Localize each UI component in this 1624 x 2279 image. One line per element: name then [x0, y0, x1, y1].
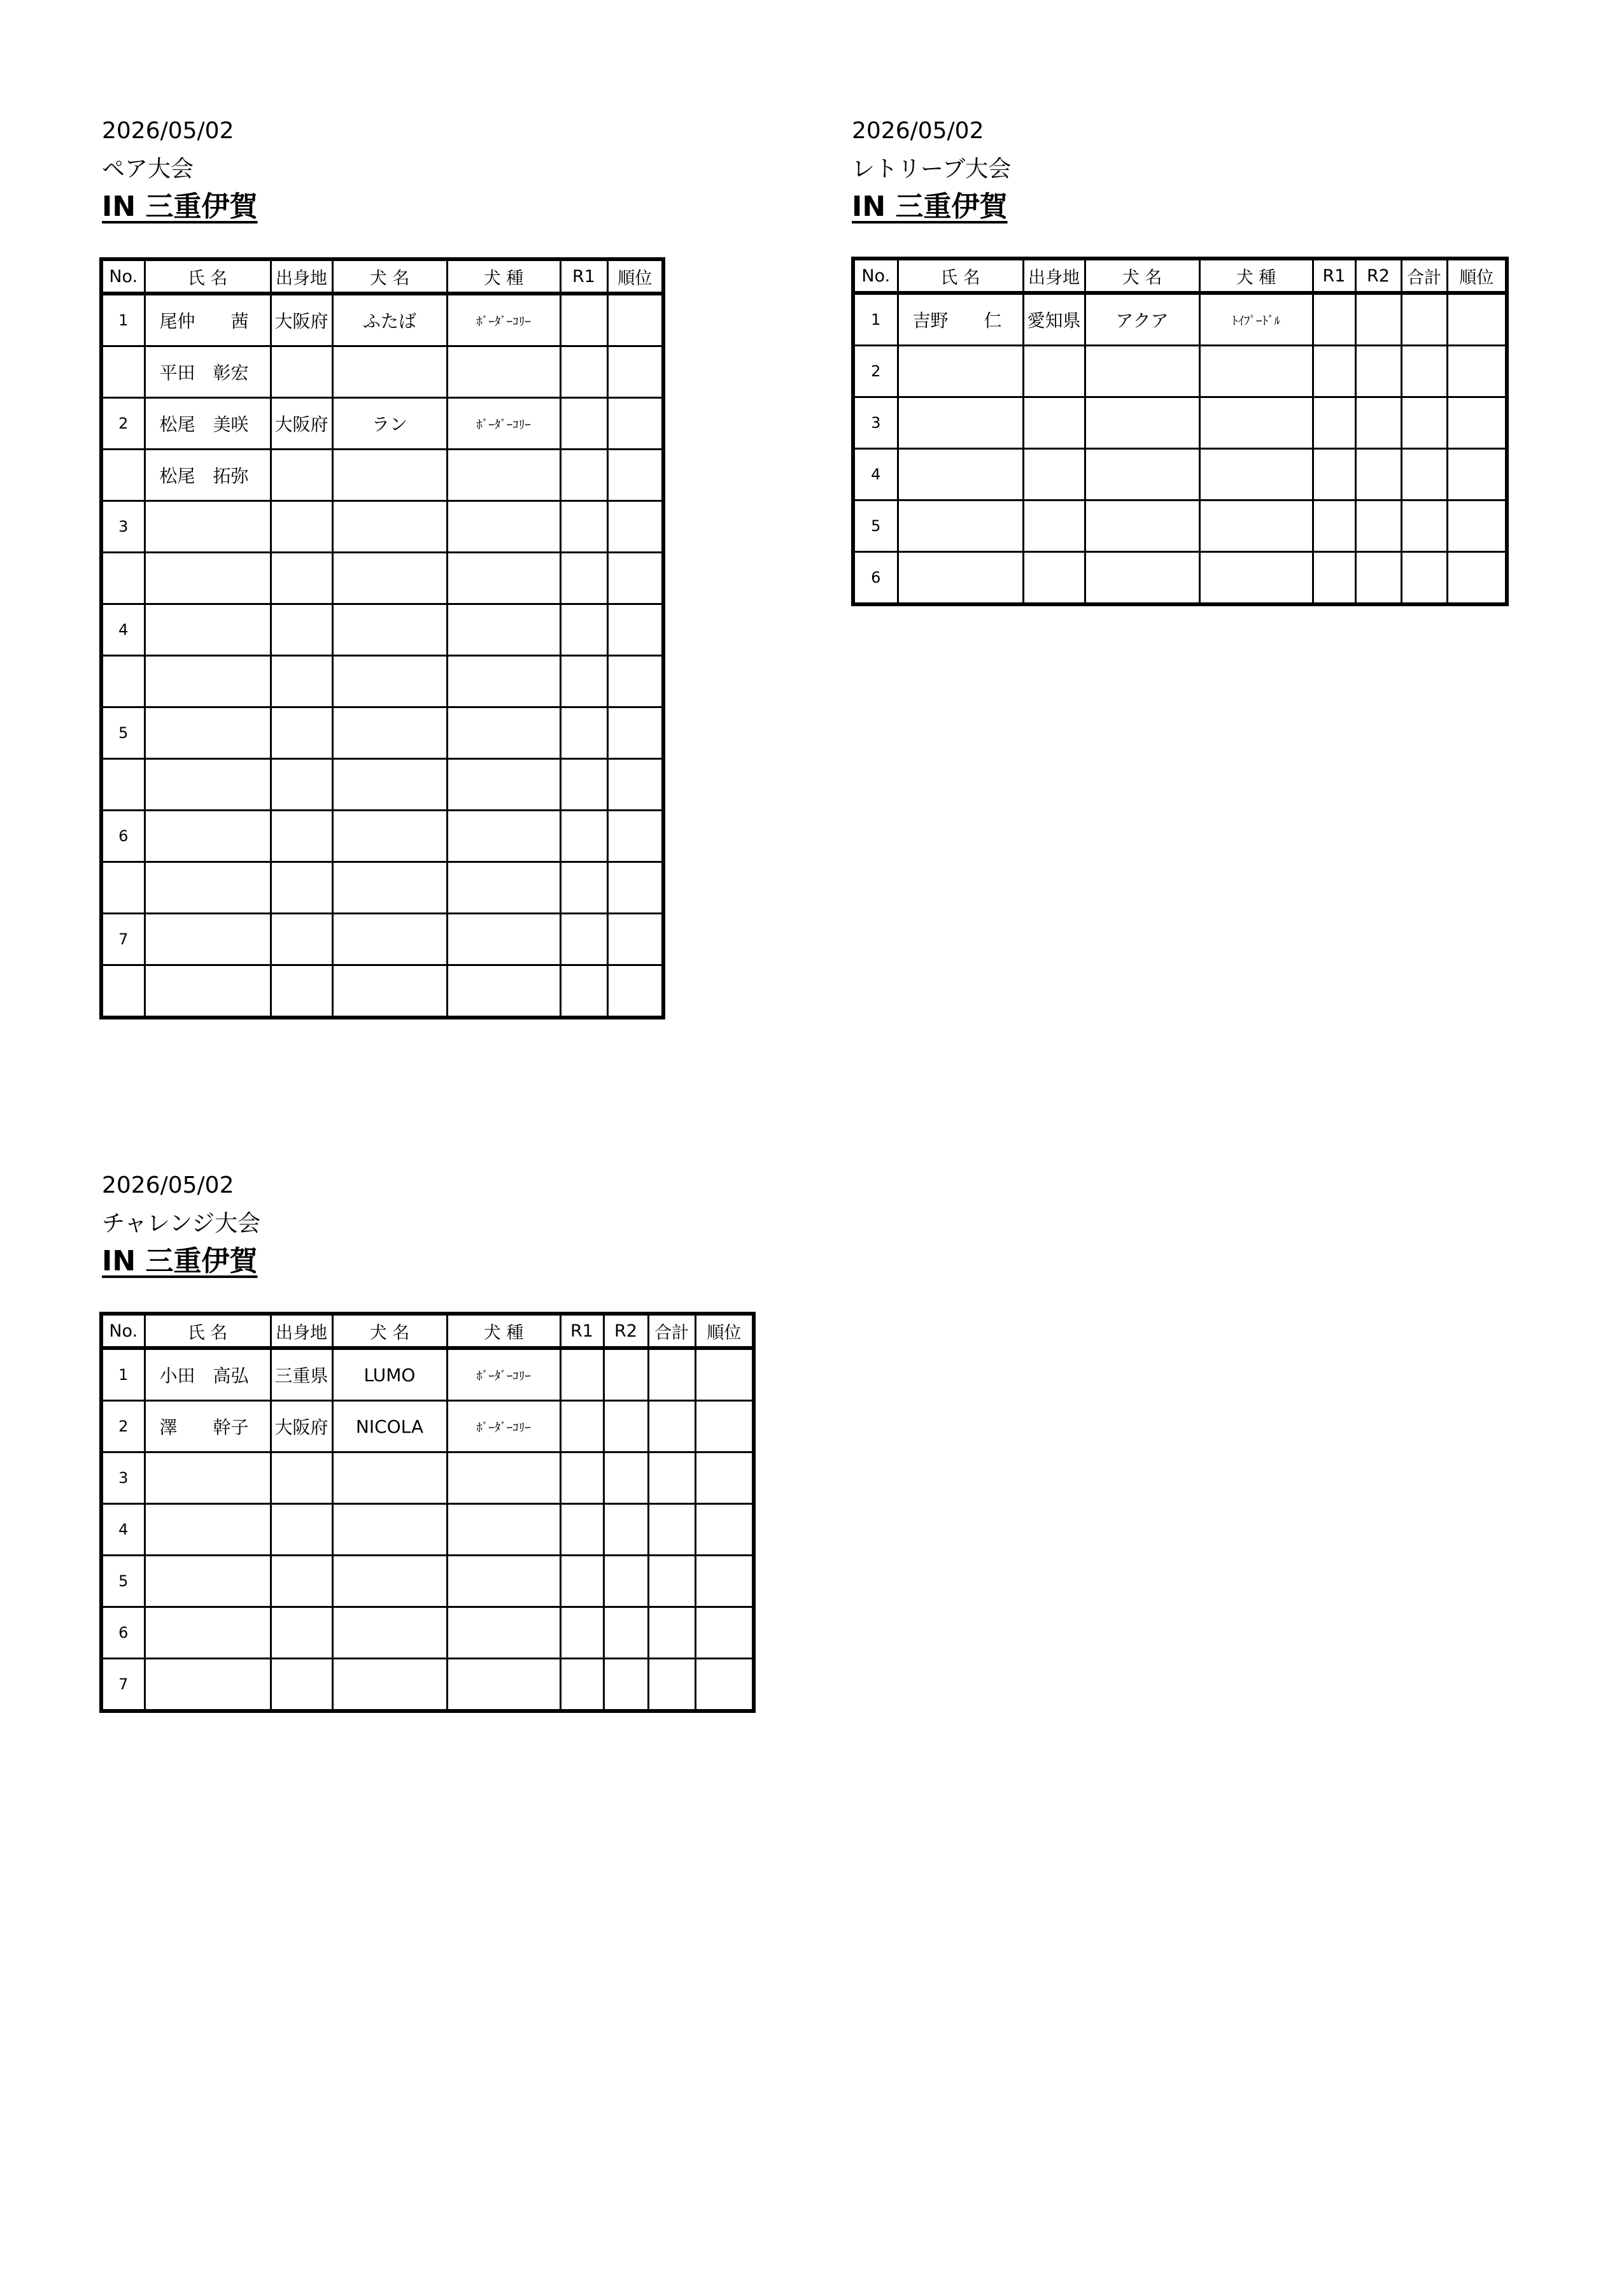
score-cell [695, 1348, 754, 1401]
entry-number-cell [101, 759, 145, 811]
score-cell [607, 553, 663, 604]
score-cell [1355, 552, 1401, 605]
entry-number-cell: 3 [101, 501, 145, 553]
challenge-venue: IN 三重伊賀 [102, 1245, 258, 1277]
score-cell [1313, 449, 1355, 501]
score-cell [1447, 293, 1507, 346]
table-row [853, 346, 1507, 397]
score-cell [1313, 346, 1355, 397]
column-header: 犬 種 [447, 1314, 560, 1348]
column-header: No. [853, 259, 898, 293]
score-cell [560, 1452, 604, 1504]
score-cell [604, 1504, 648, 1556]
table-row [853, 293, 1507, 346]
entrant-origin-cell [1023, 449, 1085, 501]
dog-breed-cell [447, 604, 560, 656]
dog-name-cell [332, 1504, 447, 1556]
entrant-name-cell [145, 914, 271, 965]
score-cell [560, 450, 607, 501]
score-cell [648, 1504, 695, 1556]
column-header: R1 [560, 1314, 604, 1348]
dog-breed-cell [447, 965, 560, 1018]
entry-number-cell: 4 [101, 604, 145, 656]
score-cell [560, 965, 607, 1018]
entrant-name-cell: 平田 彰宏 [145, 346, 271, 398]
score-cell [607, 346, 663, 398]
retrieve-entry-table [851, 257, 1509, 606]
table-row [101, 914, 663, 965]
score-cell [695, 1401, 754, 1452]
dog-breed-cell [447, 1504, 560, 1556]
entrant-origin-cell: 大阪府 [271, 1401, 332, 1452]
score-cell [695, 1504, 754, 1556]
entrant-name-cell [145, 965, 271, 1018]
table-row [101, 656, 663, 707]
entry-number-cell: 1 [853, 293, 898, 346]
retrieve-title: レトリーブ大会 [852, 156, 1012, 182]
dog-name-cell [332, 965, 447, 1018]
score-cell [695, 1556, 754, 1607]
score-cell [560, 1401, 604, 1452]
table-row [101, 862, 663, 914]
score-cell [1313, 501, 1355, 552]
column-header: 出身地 [271, 259, 332, 294]
dog-name-cell [332, 759, 447, 811]
dog-name-cell [1085, 397, 1199, 449]
table-row [101, 346, 663, 398]
score-cell [604, 1401, 648, 1452]
score-cell [560, 553, 607, 604]
entrant-name-cell [145, 1452, 271, 1504]
entrant-name-cell: 吉野 仁 [898, 293, 1023, 346]
column-header: 出身地 [1023, 259, 1085, 293]
dog-breed-cell [447, 656, 560, 707]
table-row [101, 294, 663, 346]
dog-name-cell [332, 862, 447, 914]
entrant-origin-cell [271, 1556, 332, 1607]
entrant-name-cell [145, 1556, 271, 1607]
entrant-name-cell [145, 707, 271, 759]
entry-number-cell: 3 [853, 397, 898, 449]
table-row [101, 759, 663, 811]
dog-breed-cell [447, 553, 560, 604]
entrant-name-cell [145, 604, 271, 656]
entry-number-cell: 6 [853, 552, 898, 605]
table-row [101, 811, 663, 862]
column-header: 犬 種 [1199, 259, 1313, 293]
score-cell [1313, 293, 1355, 346]
entry-number-cell: 7 [101, 1659, 145, 1712]
column-header: 出身地 [271, 1314, 332, 1348]
entry-number-cell: 2 [101, 1401, 145, 1452]
column-header: 順位 [1447, 259, 1507, 293]
dog-breed-cell: ﾎﾞｰﾀﾞｰｺﾘｰ [447, 398, 560, 450]
dog-breed-cell [447, 1556, 560, 1607]
score-cell [560, 707, 607, 759]
entrant-origin-cell [271, 501, 332, 553]
score-cell [1355, 449, 1401, 501]
dog-name-cell [332, 811, 447, 862]
column-header: No. [101, 1314, 145, 1348]
column-header: 犬 名 [332, 1314, 447, 1348]
column-header: 氏 名 [145, 259, 271, 294]
score-cell [607, 450, 663, 501]
column-header: R1 [560, 259, 607, 294]
entry-number-cell: 5 [101, 707, 145, 759]
column-header: 合計 [1401, 259, 1447, 293]
dog-name-cell [1085, 552, 1199, 605]
entrant-origin-cell [271, 914, 332, 965]
dog-name-cell: ラン [332, 398, 447, 450]
column-header: 氏 名 [145, 1314, 271, 1348]
table-row [101, 1348, 754, 1401]
dog-name-cell [332, 1452, 447, 1504]
score-cell [1447, 501, 1507, 552]
dog-name-cell [332, 656, 447, 707]
entry-number-cell [101, 656, 145, 707]
score-cell [1313, 552, 1355, 605]
score-cell [1401, 552, 1447, 605]
score-cell [604, 1607, 648, 1659]
score-cell [1447, 552, 1507, 605]
challenge-entry-table [99, 1312, 756, 1713]
score-cell [604, 1659, 648, 1712]
entrant-origin-cell: 大阪府 [271, 398, 332, 450]
score-cell [604, 1452, 648, 1504]
entrant-name-cell: 小田 高弘 [145, 1348, 271, 1401]
challenge-title: チャレンジ大会 [102, 1210, 261, 1237]
entrant-origin-cell [271, 1452, 332, 1504]
score-cell [1355, 397, 1401, 449]
score-cell [1447, 397, 1507, 449]
score-cell [560, 1659, 604, 1712]
score-cell [607, 811, 663, 862]
dog-name-cell [332, 604, 447, 656]
column-header: 氏 名 [898, 259, 1023, 293]
entrant-origin-cell [271, 656, 332, 707]
score-cell [648, 1659, 695, 1712]
score-cell [1401, 346, 1447, 397]
entrant-origin-cell [271, 346, 332, 398]
entry-number-cell: 5 [101, 1556, 145, 1607]
score-cell [560, 604, 607, 656]
entrant-name-cell [898, 449, 1023, 501]
score-cell [648, 1348, 695, 1401]
entrant-origin-cell [271, 862, 332, 914]
dog-name-cell [332, 450, 447, 501]
score-cell [560, 811, 607, 862]
score-cell [607, 294, 663, 346]
entrant-name-cell [145, 656, 271, 707]
entrant-origin-cell: 三重県 [271, 1348, 332, 1401]
column-header: R2 [604, 1314, 648, 1348]
retrieve-venue: IN 三重伊賀 [852, 190, 1008, 223]
score-cell [560, 1348, 604, 1401]
table-row [853, 449, 1507, 501]
dog-breed-cell [447, 707, 560, 759]
score-cell [1355, 501, 1401, 552]
score-cell [560, 346, 607, 398]
score-cell [607, 604, 663, 656]
score-cell [560, 501, 607, 553]
dog-name-cell: LUMO [332, 1348, 447, 1401]
dog-name-cell: アクア [1085, 293, 1199, 346]
score-cell [607, 398, 663, 450]
entry-number-cell: 2 [853, 346, 898, 397]
score-cell [607, 707, 663, 759]
dog-name-cell [1085, 501, 1199, 552]
table-row [853, 501, 1507, 552]
score-cell [1355, 293, 1401, 346]
table-row [853, 397, 1507, 449]
entry-number-cell: 3 [101, 1452, 145, 1504]
score-cell [1401, 449, 1447, 501]
score-cell [607, 759, 663, 811]
dog-breed-cell [447, 1452, 560, 1504]
entry-number-cell [101, 346, 145, 398]
entrant-origin-cell [271, 450, 332, 501]
entry-number-cell [101, 965, 145, 1018]
entrant-name-cell [898, 346, 1023, 397]
entry-number-cell: 6 [101, 1607, 145, 1659]
dog-breed-cell [447, 1607, 560, 1659]
score-cell [648, 1401, 695, 1452]
score-cell [560, 1607, 604, 1659]
entry-number-cell: 4 [853, 449, 898, 501]
score-cell [560, 398, 607, 450]
entrant-name-cell [145, 1659, 271, 1712]
entrant-origin-cell: 大阪府 [271, 294, 332, 346]
score-cell [607, 914, 663, 965]
table-row [101, 398, 663, 450]
dog-breed-cell [447, 346, 560, 398]
table-row [101, 501, 663, 553]
score-cell [1355, 346, 1401, 397]
entry-number-cell: 6 [101, 811, 145, 862]
dog-breed-cell [447, 759, 560, 811]
score-cell [695, 1452, 754, 1504]
table-row [101, 1401, 754, 1452]
dog-name-cell [332, 553, 447, 604]
entrant-name-cell [145, 553, 271, 604]
entrant-origin-cell [1023, 346, 1085, 397]
dog-breed-cell [447, 501, 560, 553]
entrant-origin-cell [271, 604, 332, 656]
table-row [101, 1504, 754, 1556]
dog-name-cell [1085, 346, 1199, 397]
dog-breed-cell [447, 1659, 560, 1712]
score-cell [560, 862, 607, 914]
score-cell [1447, 346, 1507, 397]
retrieve-date: 2026/05/02 [852, 118, 984, 144]
column-header: R2 [1355, 259, 1401, 293]
entrant-origin-cell [271, 707, 332, 759]
dog-breed-cell [1199, 449, 1313, 501]
pair-venue: IN 三重伊賀 [102, 190, 258, 223]
dog-name-cell [332, 1659, 447, 1712]
entrant-name-cell [145, 862, 271, 914]
entrant-name-cell: 澤 幹子 [145, 1401, 271, 1452]
entrant-origin-cell [1023, 552, 1085, 605]
column-header: 順位 [695, 1314, 754, 1348]
entrant-name-cell [145, 811, 271, 862]
column-header: 犬 種 [447, 259, 560, 294]
dog-name-cell [332, 501, 447, 553]
dog-breed-cell [1199, 552, 1313, 605]
score-cell [648, 1607, 695, 1659]
dog-breed-cell: ﾄｲﾌﾟｰﾄﾞﾙ [1199, 293, 1313, 346]
table-row [101, 1659, 754, 1712]
entrant-name-cell [145, 1607, 271, 1659]
score-cell [648, 1556, 695, 1607]
score-cell [560, 294, 607, 346]
score-cell [1401, 293, 1447, 346]
entry-number-cell: 7 [101, 914, 145, 965]
entrant-name-cell [145, 501, 271, 553]
score-cell [607, 501, 663, 553]
column-header: 犬 名 [1085, 259, 1199, 293]
entry-number-cell [101, 862, 145, 914]
score-cell [1447, 449, 1507, 501]
table-row [101, 604, 663, 656]
table-row [101, 707, 663, 759]
challenge-date: 2026/05/02 [102, 1172, 234, 1198]
table-row [101, 965, 663, 1018]
column-header: R1 [1313, 259, 1355, 293]
score-cell [607, 862, 663, 914]
entrant-origin-cell [271, 1504, 332, 1556]
score-cell [560, 914, 607, 965]
table-row [101, 1607, 754, 1659]
entrant-name-cell [145, 759, 271, 811]
entrant-origin-cell [271, 811, 332, 862]
dog-breed-cell [1199, 397, 1313, 449]
entry-number-cell [101, 553, 145, 604]
table-row [853, 552, 1507, 605]
score-cell [695, 1607, 754, 1659]
dog-breed-cell: ﾎﾞｰﾀﾞｰｺﾘｰ [447, 1348, 560, 1401]
table-header-row [853, 259, 1507, 293]
dog-name-cell [1085, 449, 1199, 501]
score-cell [607, 656, 663, 707]
score-cell [1401, 397, 1447, 449]
dog-name-cell [332, 707, 447, 759]
entrant-origin-cell [1023, 397, 1085, 449]
entrant-origin-cell [271, 759, 332, 811]
dog-breed-cell [1199, 501, 1313, 552]
table-header-row [101, 1314, 754, 1348]
dog-breed-cell [447, 450, 560, 501]
entrant-origin-cell [271, 965, 332, 1018]
score-cell [607, 965, 663, 1018]
score-cell [648, 1452, 695, 1504]
entry-number-cell: 1 [101, 1348, 145, 1401]
dog-name-cell [332, 914, 447, 965]
dog-breed-cell: ﾎﾞｰﾀﾞｰｺﾘｰ [447, 294, 560, 346]
column-header: No. [101, 259, 145, 294]
entrant-origin-cell [271, 553, 332, 604]
dog-name-cell: NICOLA [332, 1401, 447, 1452]
dog-breed-cell [1199, 346, 1313, 397]
score-cell [560, 1504, 604, 1556]
score-cell [560, 656, 607, 707]
entrant-origin-cell: 愛知県 [1023, 293, 1085, 346]
retrieve-section-header [852, 112, 1011, 225]
pair-entry-table [99, 257, 665, 1019]
entrant-origin-cell [271, 1659, 332, 1712]
score-cell [1401, 501, 1447, 552]
dog-name-cell [332, 346, 447, 398]
entrant-origin-cell [271, 1607, 332, 1659]
table-header-row [101, 259, 663, 294]
entrant-name-cell: 松尾 拓弥 [145, 450, 271, 501]
entrant-origin-cell [1023, 501, 1085, 552]
dog-name-cell [332, 1556, 447, 1607]
pair-title: ペア大会 [102, 156, 194, 182]
dog-breed-cell [447, 811, 560, 862]
entrant-name-cell: 松尾 美咲 [145, 398, 271, 450]
entrant-name-cell [898, 552, 1023, 605]
entry-number-cell: 2 [101, 398, 145, 450]
dog-breed-cell [447, 914, 560, 965]
dog-name-cell [332, 1607, 447, 1659]
entry-number-cell [101, 450, 145, 501]
column-header: 合計 [648, 1314, 695, 1348]
score-cell [604, 1556, 648, 1607]
dog-name-cell: ふたば [332, 294, 447, 346]
entrant-name-cell [898, 501, 1023, 552]
entrant-name-cell [898, 397, 1023, 449]
entrant-name-cell [145, 1504, 271, 1556]
score-cell [695, 1659, 754, 1712]
score-cell [560, 1556, 604, 1607]
pair-date: 2026/05/02 [102, 118, 234, 144]
entry-number-cell: 4 [101, 1504, 145, 1556]
table-row [101, 1452, 754, 1504]
entry-number-cell: 1 [101, 294, 145, 346]
table-row [101, 553, 663, 604]
column-header: 犬 名 [332, 259, 447, 294]
entry-number-cell: 5 [853, 501, 898, 552]
table-row [101, 450, 663, 501]
column-header: 順位 [607, 259, 663, 294]
score-cell [560, 759, 607, 811]
dog-breed-cell: ﾎﾞｰﾀﾞｰｺﾘｰ [447, 1401, 560, 1452]
challenge-section-header [102, 1167, 260, 1280]
table-row [101, 1556, 754, 1607]
dog-breed-cell [447, 862, 560, 914]
score-cell [604, 1348, 648, 1401]
score-cell [1313, 397, 1355, 449]
pair-section-header [102, 112, 258, 225]
entrant-name-cell: 尾仲 茜 [145, 294, 271, 346]
